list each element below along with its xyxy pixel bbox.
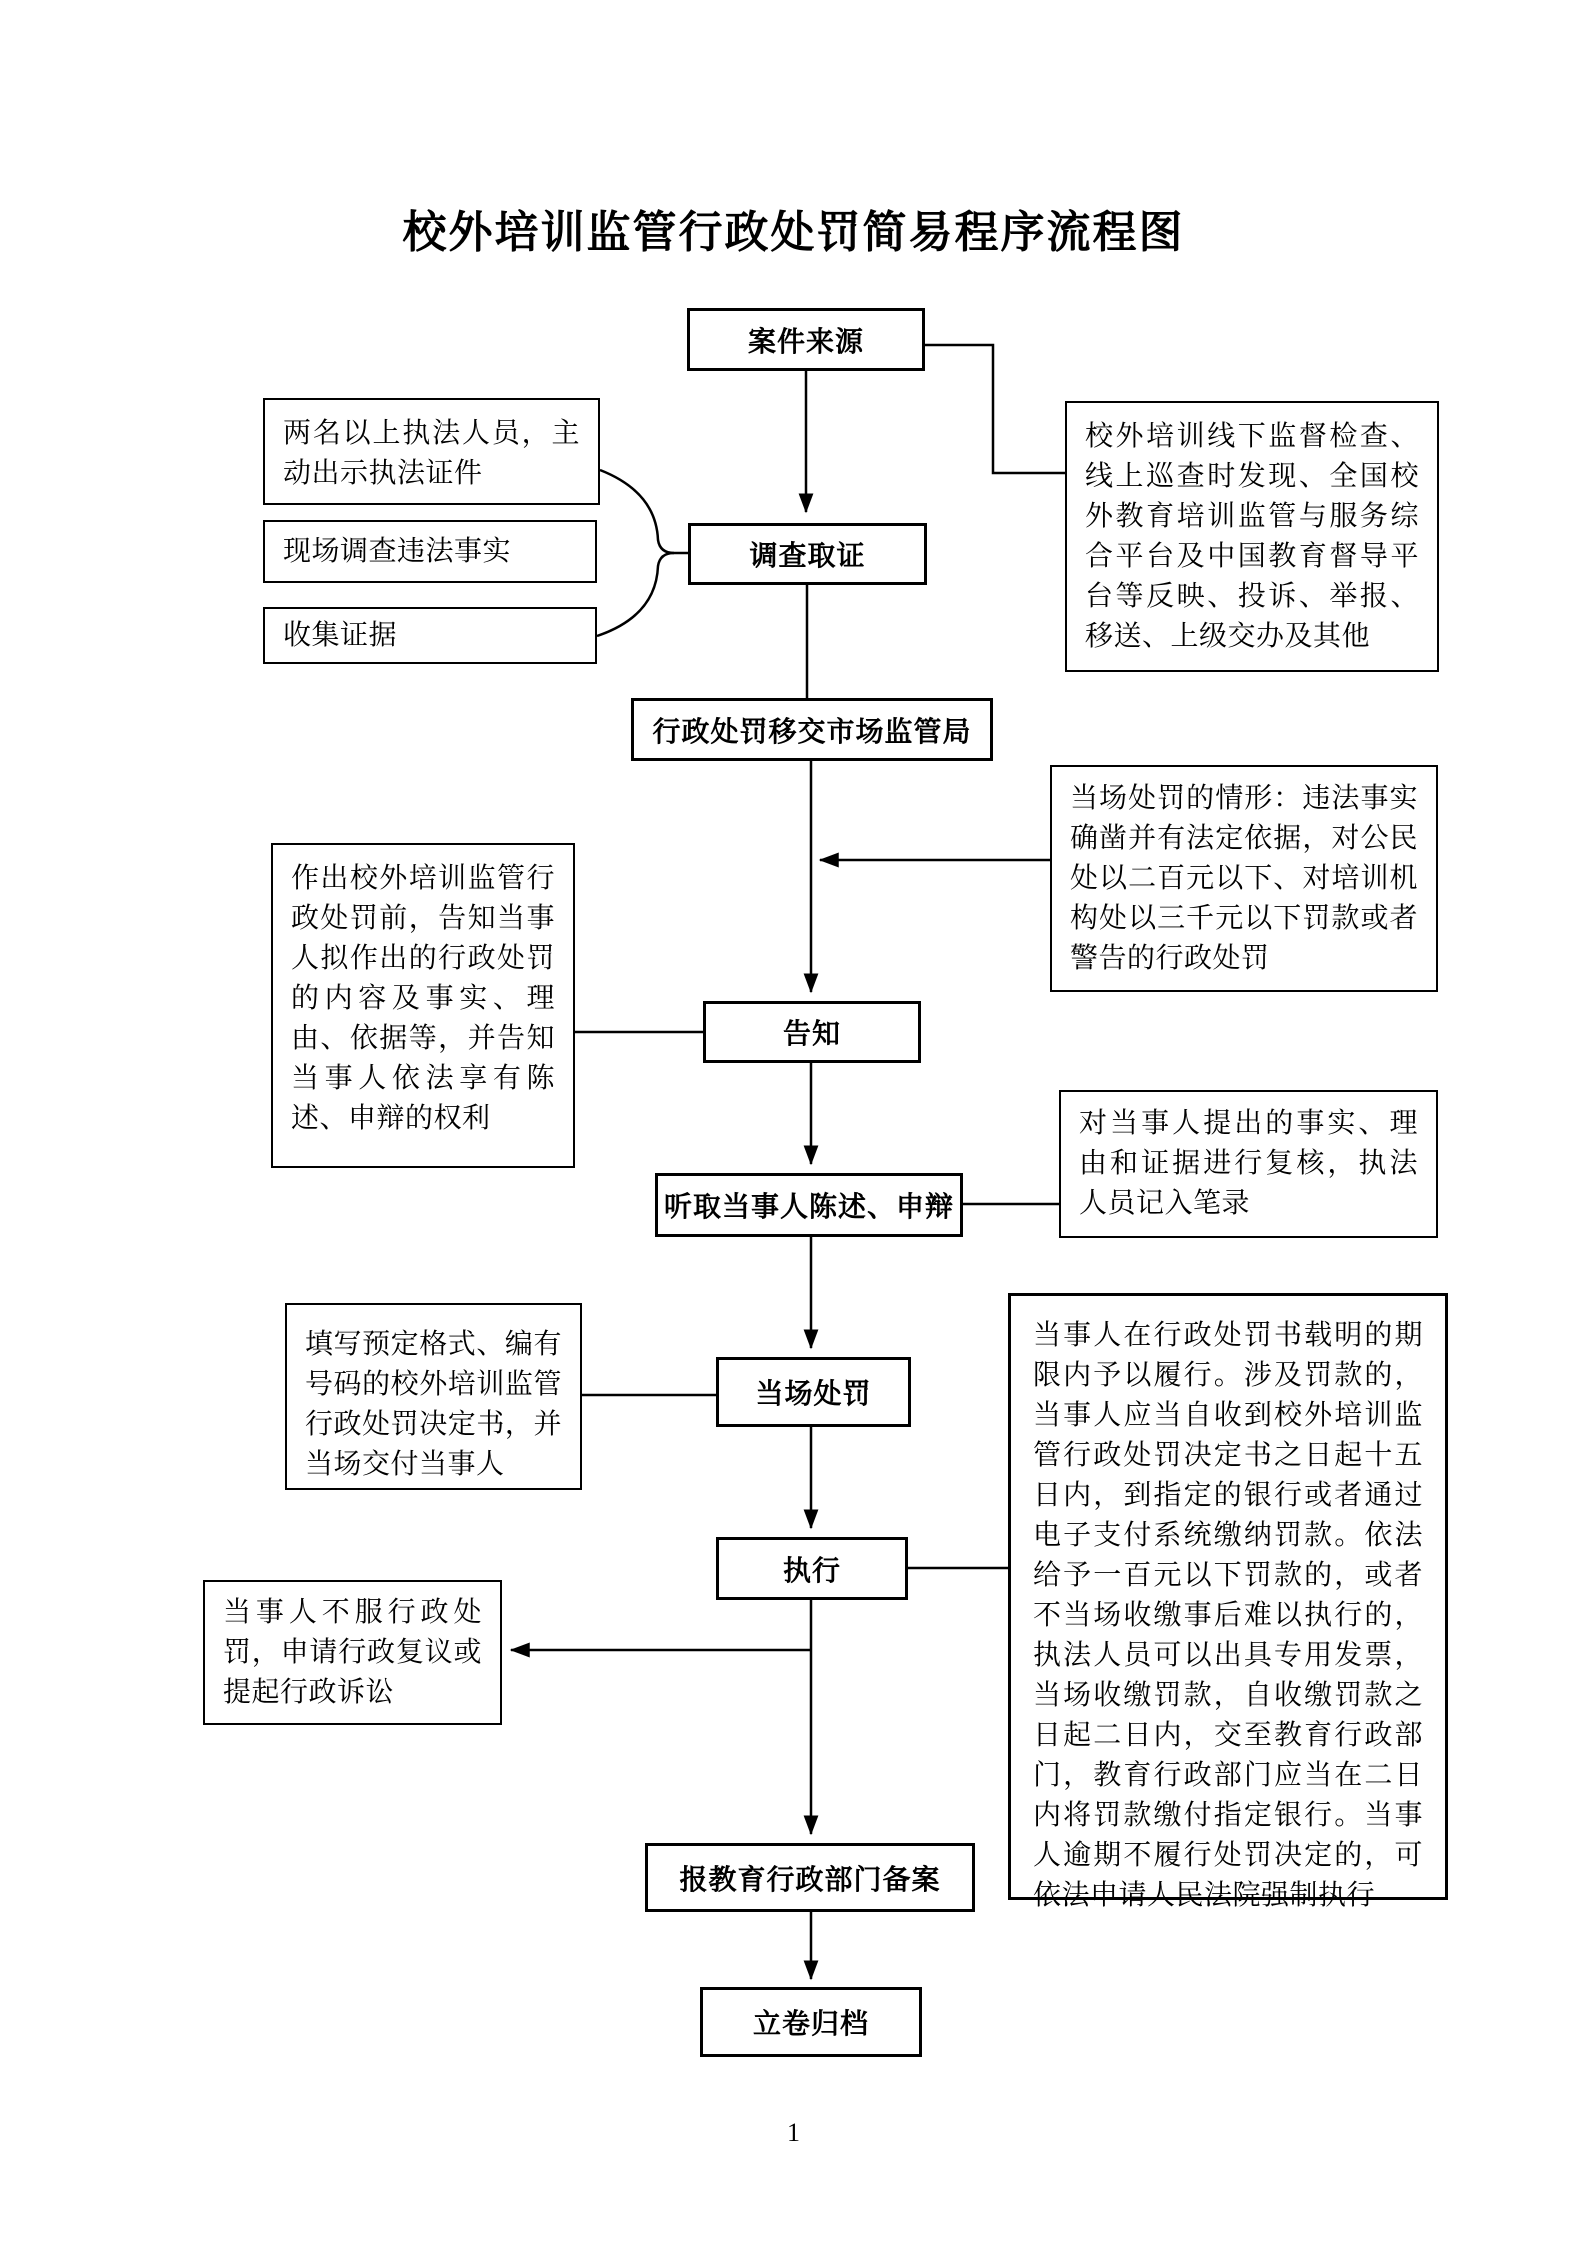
note-inform-detail: 作出校外培训监管行政处罚前，告知当事人拟作出的行政处罚的内容及事实、理由、依据等，并告知当事人依法享有陈述、申辩的权利: [271, 843, 575, 1168]
flow-node-inform: 告知: [703, 1001, 921, 1063]
note-fill-decision: 填写预定格式、编有号码的校外培训监管行政处罚决定书，并当场交付当事人: [285, 1303, 582, 1490]
flow-node-case-source: 案件来源: [687, 308, 925, 371]
page-title: 校外培训监管行政处罚简易程序流程图: [402, 208, 1185, 257]
flow-node-report-education-dept: 报教育行政部门备案: [645, 1843, 975, 1912]
note-case-channels: 校外培训线下监督检查、线上巡查时发现、全国校外教育培训监管与服务综合平台及中国教育督导平台等反映、投诉、举报、移送、上级交办及其他: [1065, 401, 1439, 672]
note-site-investigation: 现场调查违法事实: [263, 520, 597, 583]
note-collect-evidence: 收集证据: [263, 607, 597, 664]
note-review-record: 对当事人提出的事实、理由和证据进行复核，执法人员记入笔录: [1059, 1090, 1438, 1238]
note-disagree-appeal: 当事人不服行政处罚，申请行政复议或提起行政诉讼: [203, 1580, 502, 1725]
flow-node-execute: 执行: [716, 1537, 908, 1600]
flow-node-listen-statement: 听取当事人陈述、申辩: [655, 1173, 963, 1237]
flow-node-transfer-market-bureau: 行政处罚移交市场监管局: [631, 698, 993, 761]
flow-node-on-spot-penalty: 当场处罚: [716, 1357, 911, 1427]
note-execution-detail: 当事人在行政处罚书载明的期限内予以履行。涉及罚款的，当事人应当自收到校外培训监管行政处罚决定书之日起十五日内，到指定的银行或者通过电子支付系统缴纳罚款。依法给予一百元以下罚款的，或者不当场收缴事后难以执行的，执法人员可以出具专用发票，当场收缴罚款，自收缴罚款之日起二日内，交至教育行政部门，教育行政部门应当在二日内将罚款缴付指定银行。当事人逾期不履行处罚决定的，可依法申请人民法院强制执行: [1008, 1293, 1448, 1900]
flow-node-archive: 立卷归档: [700, 1987, 922, 2057]
flow-node-investigate: 调查取证: [688, 523, 927, 585]
page-number: 1: [787, 2118, 800, 2147]
note-enforcement-officers: 两名以上执法人员，主动出示执法证件: [263, 398, 600, 505]
note-penalty-condition: 当场处罚的情形：违法事实确凿并有法定依据，对公民处以二百元以下、对培训机构处以三千元以下罚款或者警告的行政处罚: [1050, 765, 1438, 992]
